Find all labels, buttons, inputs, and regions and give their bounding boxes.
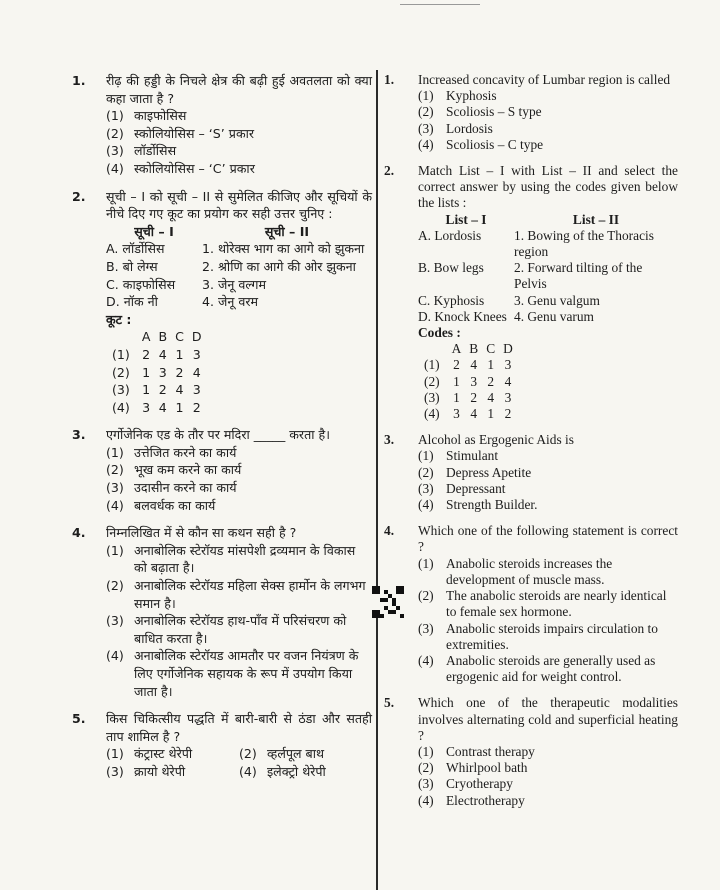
match-row <box>418 228 678 260</box>
codes-header-cell: C <box>175 329 184 345</box>
option-3 <box>418 621 678 653</box>
codes-cell: 1 <box>453 389 460 405</box>
codes-option-number: (1) <box>424 357 440 373</box>
question-5-english <box>384 695 678 808</box>
option-text: Scoliosis – C type <box>446 136 544 152</box>
option-number: (2) <box>418 588 434 604</box>
option-text: क्रायो थेरेपी <box>134 763 186 779</box>
option-number: (3) <box>106 613 124 629</box>
question-number: 2. <box>72 188 86 204</box>
list-2-item: 1. Bowing of the Thoracis region <box>514 227 654 260</box>
list-2-item: 4. जेनू वरम <box>202 294 259 310</box>
question-text: निम्नलिखित में से कौन सा कथन सही है ? <box>106 525 297 541</box>
option-text: काइफोसिस <box>134 108 187 124</box>
question-4-hindi <box>72 524 372 700</box>
option-2 <box>418 465 678 481</box>
list-1-item: B. Bow legs <box>418 260 484 276</box>
option-number: (3) <box>106 763 124 779</box>
question-text: Match List – I with List – II and select the correct answer by using the codes given below the lists : <box>418 163 678 211</box>
question-text: सूची – I को सूची – II से सुमेलित कीजिए और सूचियों के नीचे दिए गए कूट का प्रयोग कर सही उत्तर चुनिए : <box>106 188 372 222</box>
option-number: (3) <box>106 480 124 496</box>
question-text: किस चिकित्सीय पद्धति में बारी-बारी से ठंडा और सतही ताप शामिल है ? <box>106 711 372 744</box>
codes-cell: 1 <box>487 406 495 422</box>
option-3 <box>418 481 678 497</box>
option-number: (3) <box>418 620 434 636</box>
option-text: अनाबोलिक स्टेरॉयड आमतौर पर वजन नियंत्रण के लिए एर्गोजेनिक सहायक के रूप में उपयोग किया जाता है। <box>134 648 359 699</box>
option-2 <box>106 125 372 143</box>
option-3 <box>106 479 372 497</box>
option-2 <box>239 745 372 763</box>
codes-option-number: (1) <box>112 346 130 362</box>
codes-cell: 3 <box>470 373 478 389</box>
option-number: (1) <box>106 746 124 762</box>
codes-cell: 2 <box>175 364 184 380</box>
codes-header-row <box>112 328 210 346</box>
codes-cell: 4 <box>192 364 201 380</box>
option-text: अनाबोलिक स्टेरॉयड मांसपेशी द्रव्यमान के विकास को बढ़ाता है। <box>134 542 356 576</box>
option-number: (4) <box>239 763 257 779</box>
option-text: Strength Builder. <box>446 497 538 513</box>
codes-row <box>424 406 521 422</box>
match-row <box>106 240 372 258</box>
option-4 <box>418 137 678 153</box>
codes-header-cell: D <box>191 329 202 345</box>
codes-row <box>112 364 210 382</box>
option-number: (1) <box>418 88 434 104</box>
question-2-english <box>384 163 678 422</box>
list-2-item: 3. Genu valgum <box>514 292 600 308</box>
option-number: (4) <box>106 160 124 176</box>
codes-option-number: (4) <box>112 399 130 415</box>
list-1-item: C. Kyphosis <box>418 292 485 308</box>
list-1-item: B. बो लेग्स <box>106 258 158 274</box>
option-number: (4) <box>106 497 124 513</box>
option-number: (2) <box>418 464 434 480</box>
option-text: अनाबोलिक स्टेरॉयड महिला सेक्स हार्मोन के लगभग समान है। <box>134 578 366 611</box>
option-number: (3) <box>418 120 434 136</box>
codes-cell: 2 <box>158 382 167 398</box>
list-2-item: 2. श्रोणि का आगे की ओर झुकना <box>202 258 356 274</box>
list-2-heading: सूची – II <box>264 223 310 239</box>
codes-header-cell: B <box>469 341 479 357</box>
option-1 <box>106 542 372 577</box>
match-row <box>106 258 372 276</box>
option-text: इलेक्ट्रो थेरेपी <box>267 763 326 779</box>
option-2 <box>106 577 372 612</box>
question-1-english <box>384 72 678 153</box>
question-3-english <box>384 432 678 513</box>
codes-header-row <box>424 341 521 357</box>
match-row <box>418 309 678 325</box>
codes-option-number: (2) <box>112 364 130 380</box>
option-number: (1) <box>106 542 124 558</box>
codes-title: कूट : <box>106 311 132 327</box>
codes-cell: 2 <box>453 357 460 373</box>
codes-header-cell: D <box>503 341 513 357</box>
option-text: Cryotherapy <box>446 776 513 792</box>
option-text: Scoliosis – S type <box>446 104 542 120</box>
question-number: 5. <box>384 695 395 711</box>
option-4 <box>418 653 678 685</box>
question-1-hindi <box>72 72 372 178</box>
option-4 <box>106 497 372 515</box>
qr-code-icon <box>372 586 404 618</box>
option-text: Anabolic steroids increases the development of muscle mass. <box>446 555 613 587</box>
list-1-item: D. नॉक नी <box>106 294 158 310</box>
option-number: (4) <box>106 648 124 664</box>
option-number: (2) <box>106 462 124 478</box>
option-number: (2) <box>418 760 434 776</box>
codes-cell: 4 <box>504 373 512 389</box>
codes-cell: 4 <box>158 399 167 415</box>
option-4 <box>418 497 678 513</box>
codes-cell: 3 <box>192 382 201 398</box>
option-text: उदासीन करने का कार्य <box>134 480 237 496</box>
option-number: (3) <box>106 143 124 159</box>
option-1 <box>418 556 678 588</box>
list-2-heading: List – II <box>572 211 620 227</box>
match-list-header <box>106 223 372 241</box>
list-1-item: C. काइफोसिस <box>106 276 176 292</box>
question-text: Increased concavity of Lumbar region is called <box>418 72 671 87</box>
codes-title: Codes : <box>418 325 461 341</box>
option-4 <box>106 647 372 700</box>
list-1-item: D. Knock Knees <box>418 308 507 324</box>
option-1 <box>106 444 372 462</box>
option-text: स्कोलियोसिस – ‘S’ प्रकार <box>134 125 255 141</box>
option-text: Lordosis <box>446 120 493 136</box>
english-column <box>384 72 678 819</box>
option-text: The anabolic steroids are nearly identical to female sex hormone. <box>446 588 667 620</box>
codes-option-number: (2) <box>424 373 440 389</box>
option-3 <box>106 763 239 781</box>
option-number: (2) <box>418 104 434 120</box>
codes-cell: 3 <box>142 399 151 415</box>
question-number: 1. <box>72 73 86 88</box>
option-number: (2) <box>239 746 257 762</box>
match-row <box>418 293 678 309</box>
codes-cell: 4 <box>175 382 184 398</box>
list-2-item: 1. थोरेक्स भाग का आगे को झुकना <box>202 241 365 257</box>
question-number: 4. <box>384 523 395 539</box>
scan-artifact-line <box>400 4 480 5</box>
match-list-header <box>418 212 678 228</box>
codes-cell: 1 <box>142 364 151 380</box>
question-3-hindi <box>72 426 372 514</box>
codes-header-cell: A <box>141 329 151 345</box>
codes-cell: 4 <box>487 389 495 405</box>
codes-cell: 2 <box>142 346 151 362</box>
option-text: भूख कम करने का कार्य <box>134 462 242 478</box>
option-text: बलवर्धक का कार्य <box>134 497 216 513</box>
option-number: (4) <box>418 136 434 152</box>
option-text: Anabolic steroids are generally used as ergogenic aid for weight control. <box>446 652 656 685</box>
question-2-hindi <box>72 188 372 417</box>
option-1 <box>418 744 678 760</box>
codes-header-cell: C <box>486 341 496 357</box>
option-pair <box>106 745 372 763</box>
question-number: 5. <box>72 711 86 727</box>
option-pair <box>106 763 372 781</box>
codes-cell: 1 <box>175 346 184 362</box>
option-2 <box>418 760 678 776</box>
option-4 <box>106 160 372 178</box>
codes-row <box>112 346 210 364</box>
codes-cell: 4 <box>470 406 478 422</box>
match-row <box>418 260 678 292</box>
codes-cell: 1 <box>453 373 460 389</box>
codes-cell: 2 <box>470 389 478 405</box>
option-number: (4) <box>418 792 434 808</box>
codes-option-number: (3) <box>424 389 440 405</box>
list-1-heading: सूची – I <box>134 223 174 239</box>
codes-cell: 2 <box>487 373 495 389</box>
option-text: Electrotherapy <box>446 792 525 808</box>
codes-cell: 4 <box>470 357 478 373</box>
list-2-item: 4. Genu varum <box>514 308 594 324</box>
option-text: Depressant <box>446 480 506 496</box>
option-1 <box>418 88 678 104</box>
codes-option-number: (3) <box>112 382 130 398</box>
option-text: अनाबोलिक स्टेरॉयड हाथ-पाँव में परिसंचरण को बाधित करता है। <box>134 613 347 646</box>
codes-header-cell: B <box>158 329 168 345</box>
list-1-item: A. Lordosis <box>418 227 482 243</box>
option-number: (4) <box>418 497 434 513</box>
option-2 <box>106 461 372 479</box>
option-number: (1) <box>106 444 124 460</box>
option-number: (3) <box>418 480 434 496</box>
list-2-item: 3. जेनू वल्गम <box>202 276 266 292</box>
option-4 <box>418 793 678 809</box>
question-4-english <box>384 523 678 685</box>
question-text: Which one of the therapeutic modalities involves alternating cold and superficial heating ? <box>418 695 678 743</box>
codes-row <box>424 374 521 390</box>
codes-cell: 3 <box>504 357 512 373</box>
option-text: कंट्रास्ट थेरेपी <box>134 746 193 762</box>
codes-cell: 1 <box>142 382 151 398</box>
question-number: 2. <box>384 163 395 179</box>
codes-option-number: (4) <box>424 406 440 422</box>
codes-row <box>424 390 521 406</box>
option-number: (1) <box>418 555 434 571</box>
option-3 <box>418 121 678 137</box>
option-text: व्हर्लपूल बाथ <box>267 746 325 762</box>
codes-cell: 3 <box>192 346 201 362</box>
codes-row <box>112 399 210 417</box>
question-number: 3. <box>72 427 86 443</box>
option-4 <box>239 763 372 781</box>
codes-table <box>112 328 210 416</box>
option-text: Contrast therapy <box>446 743 535 759</box>
hindi-column <box>72 72 372 791</box>
option-number: (1) <box>418 743 434 759</box>
option-text: Stimulant <box>446 448 499 464</box>
column-divider <box>376 70 378 890</box>
option-text: Kyphosis <box>446 88 497 104</box>
option-text: स्कोलियोसिस – ‘C’ प्रकार <box>134 160 255 176</box>
option-2 <box>418 104 678 120</box>
question-text: Alcohol as Ergogenic Aids is <box>418 432 574 448</box>
option-1 <box>418 448 678 464</box>
option-3 <box>106 612 372 647</box>
option-text: Whirlpool bath <box>446 760 528 776</box>
question-number: 3. <box>384 432 395 448</box>
question-number: 1. <box>384 72 395 87</box>
option-3 <box>418 776 678 792</box>
codes-cell: 4 <box>158 346 167 362</box>
list-1-heading: List – I <box>445 211 487 227</box>
match-row <box>106 276 372 294</box>
list-1-item: A. लॉर्डोसिस <box>106 241 165 257</box>
codes-cell: 2 <box>192 399 201 415</box>
option-number: (1) <box>418 448 434 464</box>
codes-cell: 1 <box>487 357 495 373</box>
option-text: Depress Apetite <box>446 464 532 480</box>
list-2-item: 2. Forward tilting of the Pelvis <box>514 260 643 292</box>
match-row <box>106 293 372 311</box>
question-text: रीढ़ की हड्डी के निचले क्षेत्र की बढ़ी हुई अवतलता को क्या कहा जाता है ? <box>106 73 372 106</box>
option-1 <box>106 107 372 125</box>
option-number: (1) <box>106 108 124 124</box>
option-number: (2) <box>106 578 124 594</box>
codes-cell: 3 <box>504 389 512 405</box>
question-5-hindi <box>72 710 372 780</box>
codes-cell: 3 <box>453 406 460 422</box>
question-text: एर्गोजेनिक एड के तौर पर मदिरा _____ करता है। <box>106 427 330 443</box>
question-number: 4. <box>72 525 86 541</box>
codes-table <box>424 341 521 422</box>
codes-row <box>112 381 210 399</box>
option-number: (3) <box>418 776 434 792</box>
option-text: Anabolic steroids impairs circulation to extremities. <box>446 620 658 652</box>
option-number: (4) <box>418 652 434 668</box>
question-text: Which one of the following statement is correct ? <box>418 523 678 555</box>
option-3 <box>106 142 372 160</box>
option-number: (2) <box>106 125 124 141</box>
codes-cell: 1 <box>175 399 184 415</box>
option-text: लॉर्डोसिस <box>134 143 177 159</box>
option-text: उत्तेजित करने का कार्य <box>134 444 237 460</box>
codes-header-cell: A <box>451 341 462 357</box>
option-2 <box>418 588 678 620</box>
codes-cell: 3 <box>158 364 167 380</box>
codes-cell: 2 <box>504 406 512 422</box>
option-1 <box>106 745 239 763</box>
codes-row <box>424 357 521 373</box>
